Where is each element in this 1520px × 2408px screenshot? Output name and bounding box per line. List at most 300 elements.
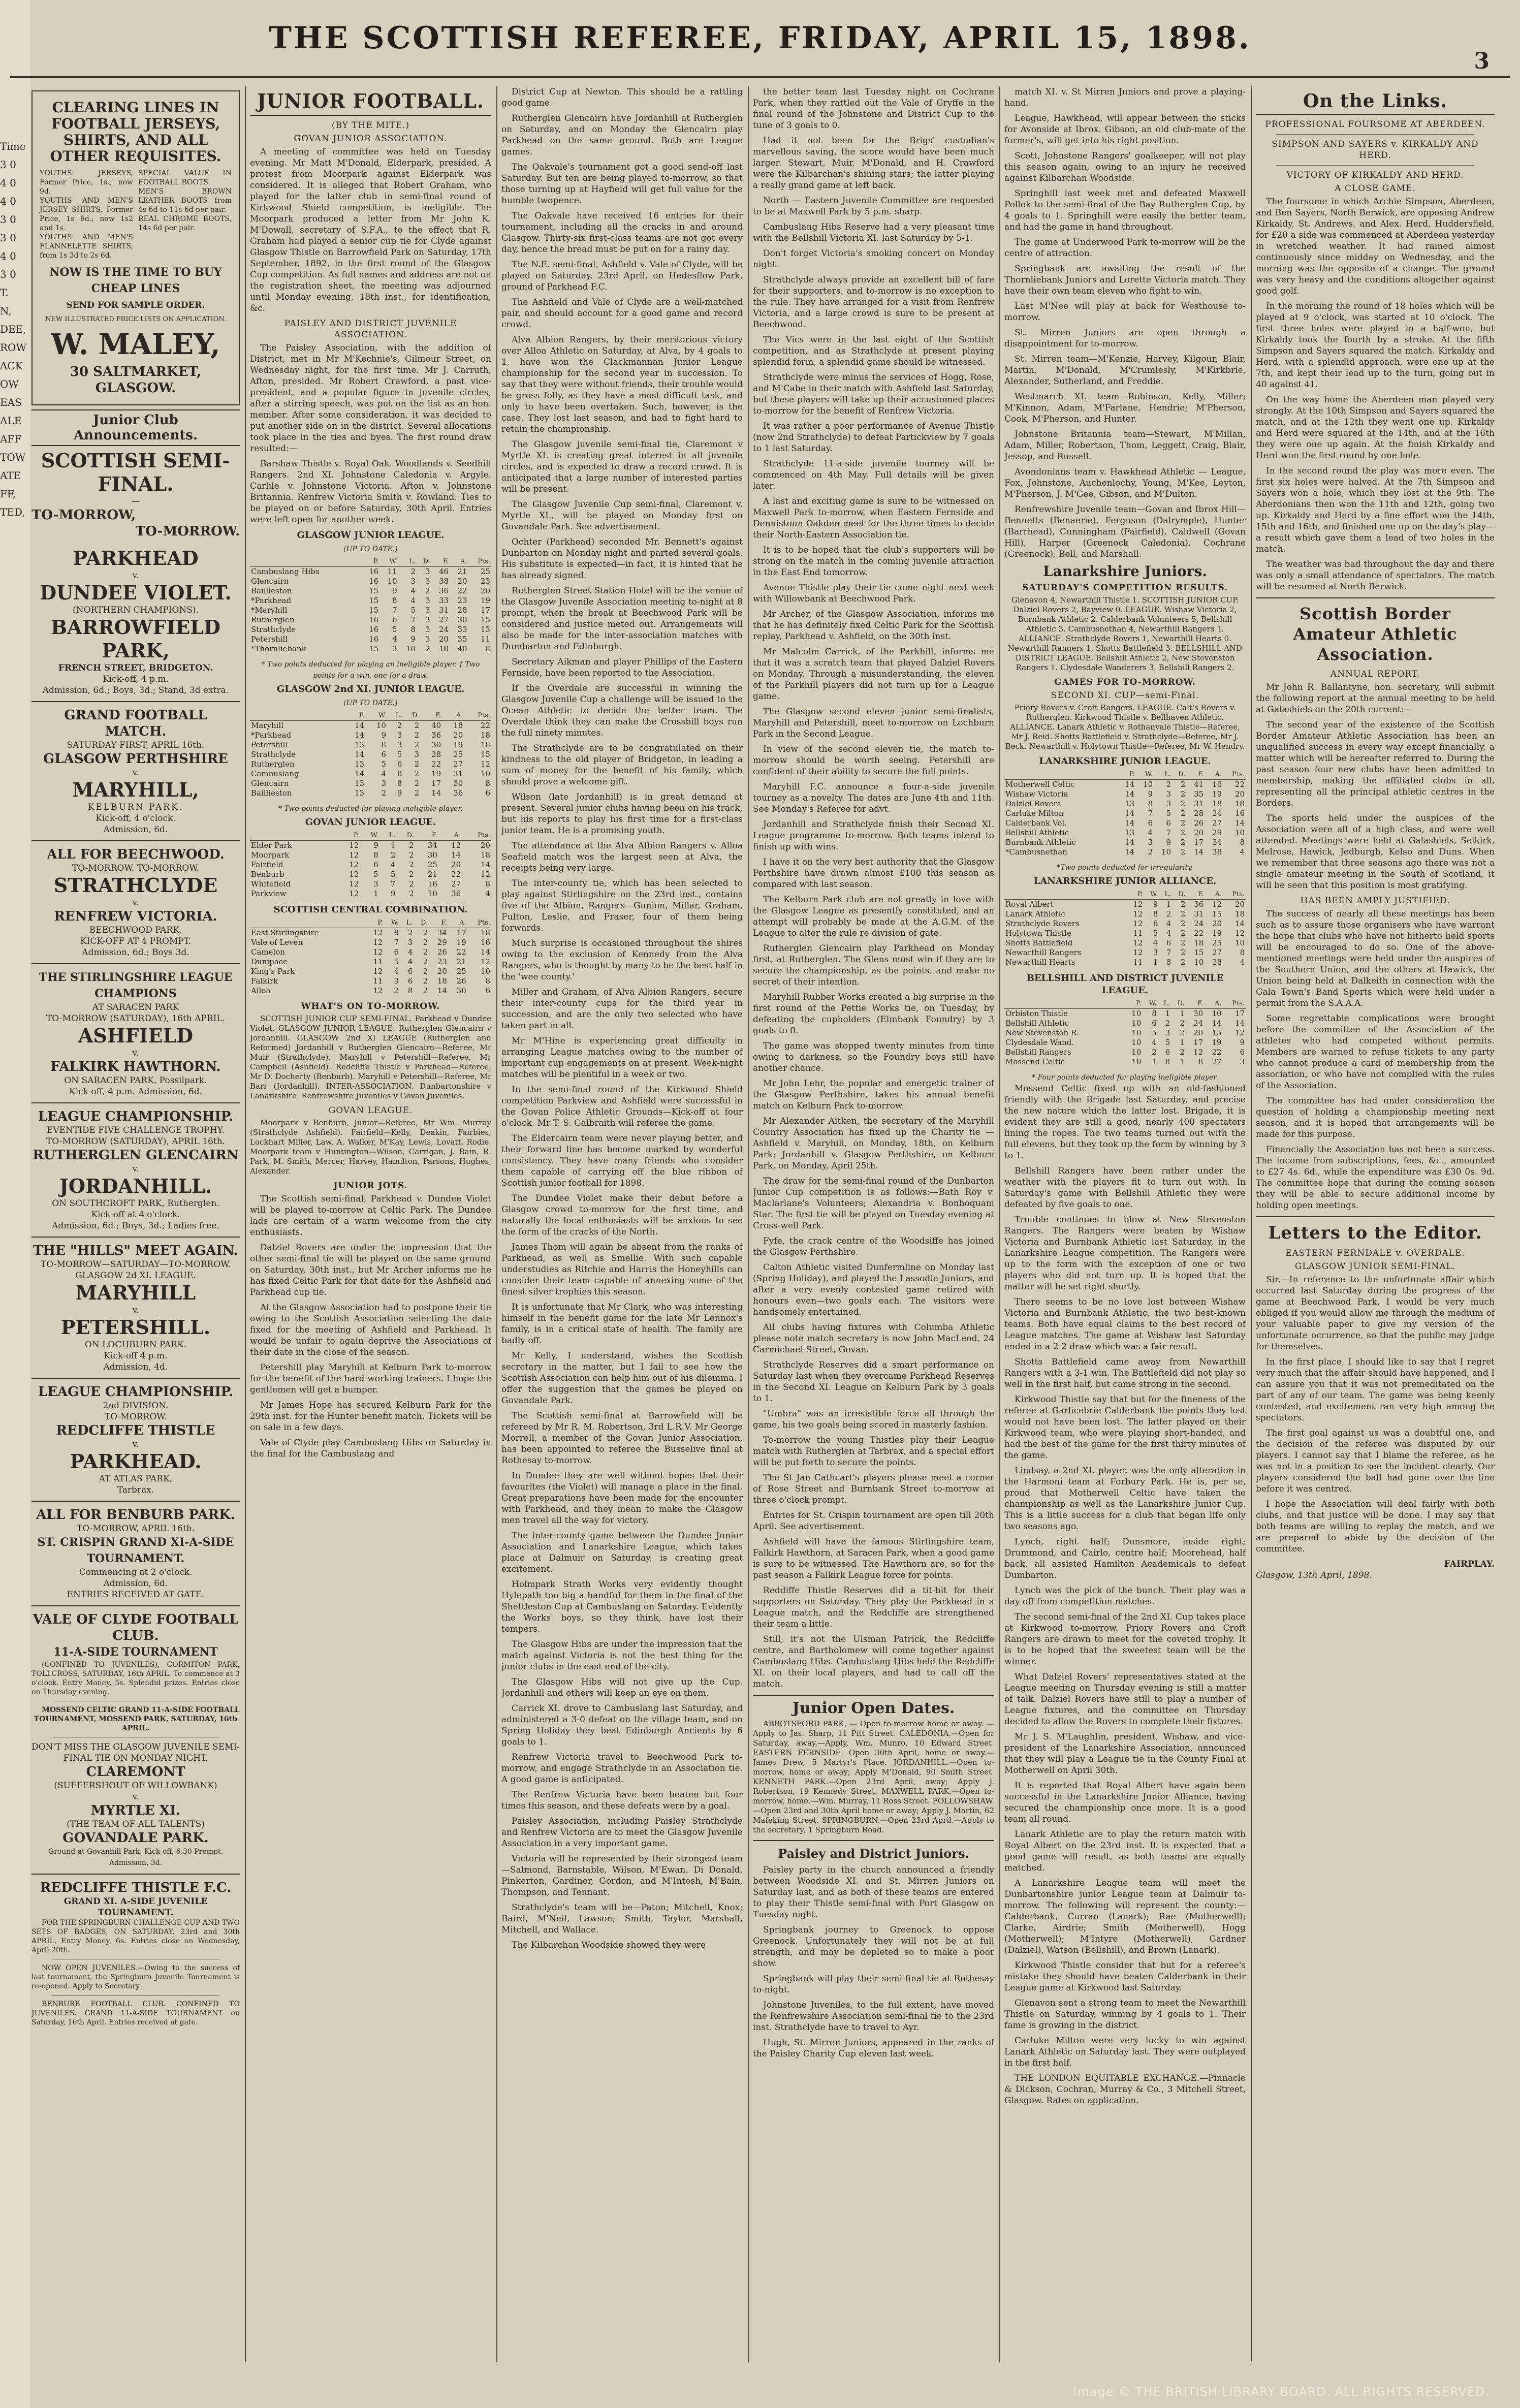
ad-lists: NEW ILLUSTRATED PRICE LISTS ON APPLICATION. (45, 315, 226, 323)
team-name: Vale of Leven (251, 938, 303, 947)
article-paragraph: Westmarch XI. team—Robinson, Kelly, Miller; M'Kinnon, Adam, M'Farlane, Hendrie; M'Pherson, Cook, M'Pherson, and Hunter. (1004, 392, 1246, 424)
article-paragraph: Mossend Celtic fixed up with an old-fashioned friendly with the Brigade last Saturday, and precise the new nature which the latter lost. Brigade, it is evident they are still a good, nearly 400 spectators lining the ropes. The two teams turned out with the full elevens, but they took up the form by winning by 3 to 1. (1004, 1084, 1246, 1161)
table-row (250, 879, 491, 889)
table-row (250, 567, 491, 577)
article-paragraph: Wilson (late Jordanhill) is in great demand at present. Several junior clubs having been on his track, but his reports to play his first time for a first-class junior team. He is a promising youth. (501, 792, 743, 836)
table-row (250, 577, 491, 586)
table-cell: 2 (414, 779, 420, 788)
column-rule (496, 86, 497, 2362)
column-header: A. (442, 711, 464, 721)
article-paragraph: Strathclyde 11-a-side juvenile tourney will be commenced on 4th May. Full details will be given later. (753, 459, 994, 491)
margin-fragment: OW (0, 378, 19, 390)
table-cell: 11 (387, 567, 397, 576)
column-header: L. (1154, 770, 1172, 780)
table-cell: 9 (1153, 900, 1158, 909)
table-cell: 10 (405, 644, 416, 653)
column-header: L. (379, 831, 397, 841)
table-row (1004, 948, 1246, 958)
table-cell: 14 (354, 769, 365, 778)
column-5 (1004, 86, 1246, 2367)
table-cell: 19 (1212, 789, 1222, 799)
table-row (250, 644, 491, 654)
article-paragraph: On the way home the Aberdeen man played very strongly. At the 10th Simpson and Sayers squared the match, and at the 12th they went one up. Kirkaldy and Herd were squared at the 14th, and at the 16th they were one up again. At the finish Kirkaldy and Herd won the first round by one hole. (1256, 395, 1495, 461)
table-cell: 14 (1234, 818, 1245, 828)
table-cell: 9 (373, 841, 378, 850)
table-cell: 3 (1153, 948, 1158, 957)
table-cell: 9 (381, 731, 387, 740)
table-cell: 12 (451, 841, 461, 850)
table-cell: 4 (407, 957, 413, 966)
table-cell: 18 (1212, 799, 1222, 808)
semi-final-ad: SCOTTISH SEMI-FINAL. — TO-MORROW, TO-MORROW. PARKHEAD v. DUNDEE VIOLET. (NORTHERN CHAMPIONS). BARROWFIELD PARK, FRENCH STREET, BRIDGETON. Kick-off, 4 p.m. Admission, 6d.; Boys, 3d.; Stand, 3d extra. (31, 449, 240, 695)
subheading: GAMES FOR TO-MORROW. (1054, 677, 1196, 687)
league-table (1004, 770, 1246, 857)
article-paragraph: The Strathclyde are to be congratulated on their kindness to the old player of Bridgeton, in leading a sum of money for the benefit of his family, which should prove a welcome gift. (501, 743, 743, 787)
ad-line: SPECIAL VALUE IN FOOTBALL BOOTS. (138, 169, 232, 186)
table-cell: 15 (480, 615, 490, 624)
left-margin-fragments (0, 137, 28, 1661)
team-name: Carluke Milton (1005, 809, 1064, 818)
table-cell: 3 (1166, 799, 1171, 808)
team-name: Strathclyde Rovers (1005, 919, 1080, 928)
table-cell: 8 (1165, 1057, 1170, 1066)
table-cell: 2 (423, 957, 428, 966)
team-name: Holytown Thistle (1005, 929, 1071, 938)
table-cell: 12 (1234, 929, 1245, 938)
column-header (1004, 999, 1124, 1009)
article-paragraph: Johnstone Juveniles, to the full extent, have moved the Renfrewshire Association semi-final tie to the 23rd inst. Strathclyde have to travel to Ayr. (753, 2000, 994, 2033)
subheading: SIMPSON AND SAYERS v. KIRKALDY AND HERD. (1272, 139, 1479, 161)
article-paragraph: Strathclyde were minus the services of Hogg, Rose, and M'Cabe in their match with Ashfield last Saturday, but these players will take up their accustomed places to-morrow for the benefit of Renfrew Victoria. (753, 372, 994, 416)
newspaper-title: THE SCOTTISH REFEREE, FRIDAY, APRIL 15, 1898. (269, 20, 1251, 56)
ad-send: SEND FOR SAMPLE ORDER. (66, 300, 205, 310)
margin-fragment: ALE (0, 415, 22, 427)
team-name: Shotts Battlefield (1005, 938, 1073, 947)
table-cell: 22 (1234, 780, 1245, 789)
article-paragraph: Mr James Hope has secured Kelburn Park for the 29th inst. for the Hunter benefit match. Tickets will be on sale in a few days. (250, 1400, 491, 1433)
column-header: P. (1124, 999, 1142, 1009)
table-cell: 2 (1180, 938, 1186, 947)
table-cell: 20 (1234, 900, 1245, 909)
table-cell: 3 (1148, 838, 1153, 847)
article-paragraph: Mr Archer, of the Glasgow Association, informs me that he has definitely fixed Celtic Park for the Scottish replay, Parkhead v. Ashfield, on the 30th inst. (753, 609, 994, 642)
separator (31, 1874, 240, 1875)
article-paragraph: There seems to be no love lost between Wishaw Victoria and Burnbank Athletic, the two best-known teams. Both have equal claims to the best record of League matches. The game at Wishaw last Saturday ended in a 2-2 draw which was a fair result. (1004, 1297, 1246, 1352)
table-row (1004, 1009, 1246, 1019)
paisley-heading: Paisley and District Juniors. (778, 1846, 969, 1861)
article-paragraph: In the first place, I should like to say that I regret very much that the affair should have happened, and I can assure you that it was not premeditated on the part of any of our team. The game was being keenly contested, and excitement ran very high among the spectators. (1256, 1357, 1495, 1423)
table-cell: 25 (456, 967, 466, 976)
page-number: 3 (1474, 48, 1490, 74)
table-row (1004, 919, 1246, 929)
table-cell: 19 (453, 740, 463, 749)
table-row (1004, 828, 1246, 838)
team-name: Bellshill Athletic (1005, 828, 1069, 837)
table-cell: 2 (1166, 909, 1171, 918)
article-paragraph: Scott, Johnstone Rangers' goalkeeper, will not play this season again, owing to an injury he received against Kilbarchan Woodside. (1004, 151, 1246, 183)
table-row (1004, 1019, 1246, 1028)
table-cell: 5 (392, 625, 397, 634)
article-paragraph: Springhill last week met and defeated Maxwell Pollok to the semi-final of the Bay Rutherglen Cup, by 4 goals to 1. Springhill were easily the better team, and had the game in hand throughout. (1004, 188, 1246, 232)
table-cell: 36 (1194, 900, 1204, 909)
table-header-row (250, 918, 491, 928)
table-cell: 6 (407, 967, 413, 976)
table-row (250, 635, 491, 644)
separator (1256, 597, 1495, 598)
table-note: *Two points deducted for irregularity. (1057, 864, 1193, 872)
table-cell: 2 (1166, 780, 1171, 789)
article-paragraph: Calton Athletic visited Dunfermline on Monday last (Spring Holiday), and played the Lassodie Juniors, and after a very evenly contested game retired with honours even—two goals each. The visitors were handsomely entertained. (753, 1262, 994, 1317)
table-cell: 12 (373, 938, 383, 947)
table-cell: 14 (1212, 1019, 1222, 1028)
article-paragraph: Mr Kelly, I understand, wishes the Scottish secretary in the matter, but I fail to see how the Scottish Association can help him out of his dilemma. I offer the suggestion that the games be played on Govandale Park. (501, 1351, 743, 1406)
table-cell: 35 (457, 635, 467, 644)
column-header: D. (417, 557, 431, 567)
article-paragraph: Hugh, St. Mirren Juniors, appeared in the ranks of the Paisley Charity Cup eleven last week. (753, 2038, 994, 2059)
table-cell: 27 (453, 759, 463, 769)
table-cell: 10 (1131, 1009, 1142, 1018)
table-row (1004, 789, 1246, 799)
table-cell: 16 (369, 615, 379, 624)
table-cell: 14 (1125, 809, 1135, 818)
table-cell: 1 (390, 841, 396, 850)
table-cell: 2 (423, 928, 428, 937)
table-cell: 6 (392, 615, 397, 624)
team-name: Baillieston (251, 586, 292, 595)
table-header-row (250, 831, 491, 841)
table-cell: 3 (1240, 1057, 1245, 1066)
article-paragraph: Renfrewshire Juvenile team—Govan and Ibrox Hill—Bennetts (Benaerie), Ferguson (Dalrymple), Hunter (Barrhead), Cunningham (Fairfield), Caldwell (Govan Hill), Harper (Greenock Caledonia), Cochrane (Greenock), Bell, and Marshall. (1004, 504, 1246, 559)
column-header: Pts. (1223, 770, 1246, 780)
column-header: W. (1142, 999, 1157, 1009)
article-paragraph: Strathclyde Reserves did a smart performance on Saturday last when they overcame Parkhead Reserves in the Second XI. League on Kelburn Park by 3 goals to 1. (753, 1360, 994, 1404)
column-header: W. (360, 831, 379, 841)
table-cell: 5 (397, 750, 402, 759)
margin-fragment: FF, (0, 488, 16, 500)
table-row (250, 750, 491, 759)
table-row (250, 967, 491, 976)
table-cell: 16 (369, 577, 379, 586)
article-paragraph: James Thom will again be absent from the ranks of Parkhead, as well as Smellie. With such capable understudies as Ritchie and Harris the Honeyhills can consider their team capable of annexing some of the finest silver trophies this season. (501, 1242, 743, 1297)
table-cell: 13 (354, 759, 365, 769)
article-paragraph: Rutherglen Glencairn have Jordanhill at Rutherglen on Saturday, and on Monday the Glencairn play Parkhead on the same ground. Both are League games. (501, 113, 743, 157)
table-row (250, 976, 491, 986)
table-cell: 40 (457, 644, 467, 653)
table-row (250, 860, 491, 870)
table-cell: 2 (1180, 818, 1186, 828)
column-header: A. (1205, 890, 1223, 900)
table-cell: 14 (1194, 847, 1204, 857)
team-name: Fairfield (251, 860, 283, 869)
table-note: * Two points deducted for playing an ineligible player. † Two points for a win, one for a draw. (261, 660, 480, 680)
table-cell: 15 (369, 644, 379, 653)
margin-fragment: ROW (0, 341, 27, 354)
article-paragraph: The Glasgow Hibs will not give up the Cup. Jordanhill and others will keep an eye on them. (501, 1677, 743, 1698)
table-row (250, 779, 491, 788)
table-cell: 5 (381, 759, 387, 769)
border-athletic-heading: Scottish Border Amateur Athletic Association. (1293, 604, 1458, 664)
table-row (1004, 1048, 1246, 1057)
junior-football-heading: JUNIOR FOOTBALL. (250, 90, 491, 116)
table-cell: 1 (373, 889, 378, 898)
table-row (1004, 818, 1246, 828)
column-header: Pts. (464, 711, 491, 721)
article-paragraph: Ochter (Parkhead) seconded Mr. Bennett's against Dunbarton on Monday night and parted several goals. His substitute is expected—in fact, it is hinted that he has already signed. (501, 537, 743, 581)
margin-fragment: DEE, (0, 323, 26, 335)
table-cell: 8 (485, 644, 490, 653)
table-cell: 20 (453, 731, 463, 740)
table-cell: 34 (427, 841, 437, 850)
article-paragraph: To-morrow the young Thistles play their League match with Rutherglen at Tarbrax, and a special effort will be put forth to secure the points. (753, 1435, 994, 1468)
article-paragraph: The draw for the semi-final round of the Dunbarton Junior Cup competition is as follows:—Bath Roy v. Maclarlane's Volunteers; Alexandria v. Bonhoquam Star. The first tie will be played on Tuesday evening at Cross-well Park. (753, 1176, 994, 1231)
column-header: Pts. (1223, 999, 1246, 1009)
table-cell: 28 (431, 750, 441, 759)
masthead (0, 0, 1520, 76)
article-paragraph: Entries for St. Crispin tournament are open till 20th April. See advertisement. (753, 1510, 994, 1532)
table-cell: 8 (397, 769, 402, 778)
article-paragraph: Barshaw Thistle v. Royal Oak. Woodlands v. Seedhill Rangers. 2nd XI. Johnstone Caledonia v. Argyle. Carlile v. Johnstone Victoria. Afton v. Johnstone Britannia. Renfrew Victoria Smith v. Rowland. Ties to be played on or before Saturday, 30th April. Entries were left open for another week. (250, 459, 491, 525)
table-cell: 2 (409, 879, 414, 889)
table-cell: 30 (431, 740, 441, 749)
table-cell: 6 (1166, 938, 1171, 947)
team-name: Bellshill Athletic (1005, 1019, 1069, 1028)
table-cell: 3 (394, 976, 399, 986)
table-cell: 5 (1166, 809, 1171, 818)
article-paragraph: Last M'Nee will play at back for Westhouse to-morrow. (1004, 301, 1246, 323)
column-header: F. (1186, 999, 1204, 1009)
table-cell: 2 (1165, 1019, 1170, 1028)
table-cell: 19 (431, 769, 441, 778)
table-cell: 28 (1212, 958, 1222, 967)
team-name: Mossend Celtic (1005, 1057, 1065, 1066)
table-cell: 9 (1240, 1038, 1245, 1047)
separator (31, 1237, 240, 1238)
table-cell: 3 (425, 596, 430, 605)
column-3 (501, 86, 743, 2367)
margin-fragment: 4 0 (0, 195, 16, 207)
article-paragraph: Mr M'Hine is experiencing great difficulty in arranging League matches owing to the number of important cup engagements on at present. Week-night matches will be plentiful in a week or two. (501, 1036, 743, 1080)
column-header: W. (379, 557, 398, 567)
table-cell: 2 (410, 567, 416, 576)
margin-fragment: 3 0 (0, 232, 16, 244)
article-paragraph: Mr Alexander Aitken, the secretary of the Maryhill Country Association has fixed up the Charity tie — Ashfield v. Maryhill, on Monday, 18th, on Kelburn Park; Jordanhill v. Glasgow Perthshire, on Kelburn Park, on Monday, April 25th. (753, 1116, 994, 1171)
table-cell: 22 (451, 870, 461, 879)
article-paragraph: I have it on the very best authority that the Glasgow Perthshire have drawn almost £100 this season as compared with last season. (753, 857, 994, 890)
table-cell: 19 (1212, 1038, 1222, 1047)
team-name: Rutherglen (251, 615, 295, 624)
letter-signature: FAIRPLAY. (1444, 1559, 1495, 1569)
table-cell: 27 (451, 879, 461, 889)
table-cell: 31 (1194, 799, 1204, 808)
column-header (250, 711, 343, 721)
ad-line: REAL CHROME BOOTS, 14s 6d per pair. (138, 215, 232, 232)
column-header: W. (1144, 890, 1159, 900)
article-paragraph: The Glasgow second eleven junior semi-finalists, Maryhill and Petershill, meet to-morrow on Lochburn Park in the Second League. (753, 707, 994, 739)
table-cell: 4 (392, 635, 397, 644)
column-header: W. (1135, 770, 1154, 780)
table-row (250, 606, 491, 615)
table-cell: 2 (409, 850, 414, 860)
table-row (250, 615, 491, 625)
subheading: PROFESSIONAL FOURSOME AT ABERDEEN. (1265, 119, 1485, 130)
ad-line: YOUTHS' AND MEN'S FLANNELETTE SHIRTS, from 1s 3d to 2s 6d. (40, 233, 133, 260)
table-cell: 2 (1148, 847, 1153, 857)
table-row (1004, 809, 1246, 818)
table-cell: 22 (1212, 1048, 1222, 1057)
table-cell: 8 (1240, 948, 1245, 957)
team-name: Falkirk (251, 976, 278, 986)
team-name: Petershill (251, 635, 288, 644)
on-the-links-heading: On the Links. (1256, 90, 1495, 115)
table-row (1004, 1057, 1246, 1067)
table-cell: 9 (410, 635, 416, 644)
table-cell: 14 (354, 731, 365, 740)
table-cell: 2 (390, 850, 396, 860)
table-cell: 2 (1180, 809, 1186, 818)
team-name: Glencairn (251, 577, 289, 586)
table-cell: 2 (1180, 919, 1186, 928)
table-cell: 2 (414, 731, 420, 740)
separator (31, 840, 240, 841)
article-paragraph: The second year of the existence of the Scottish Border Amateur Athletic Association has been an unqualified success in every way except financially, a matter which will be hereafter referred to. During the past season four new clubs have been admitted to membership, making the affiliated clubs in all, representing all the principal athletic centres in the Borders. (1256, 720, 1495, 808)
table-cell: 8 (392, 596, 397, 605)
table-cell: 20 (457, 577, 467, 586)
article-paragraph: Trouble continues to blow at New Stevenston Rangers. The Rangers were beaten by Wishaw Victoria and Burnbank Athletic last Saturday, in the Lanarkshire League competition. The Rangers were up to the form with the exception of one or two players who did not turn up. It is hoped that the matter will be set right shortly. (1004, 1215, 1246, 1292)
table-cell: 7 (390, 879, 396, 889)
table-cell: 10 (1212, 1009, 1222, 1018)
table-cell: 25 (427, 860, 437, 869)
table-cell: 2 (1180, 900, 1186, 909)
table-cell: 5 (1152, 1028, 1157, 1037)
article-paragraph: Maryhill Rubber Works created a big surprise in the first round of the Pettie Works tie, on Tuesday, by defeating the cupholders (Elmbank Foundry) by 3 goals to 0. (753, 992, 994, 1036)
team-name: Royal Albert (1005, 900, 1054, 909)
table-cell: 26 (437, 947, 447, 957)
separator (753, 1840, 994, 1841)
team-name: Lanark Athletic (1005, 909, 1065, 918)
article-paragraph: Lindsay, a 2nd XI. player, was the only alteration in the Harmoni team at Forbury Park. He is, per se, proud that Motherwell Celtic have taken the championship as well as the Lanarkshire Junior Cup. This is a little success for a club that began life only two seasons ago. (1004, 1466, 1246, 1532)
team-name: Dunipace (251, 957, 288, 966)
table-cell: 14 (437, 986, 447, 995)
table-cell: 15 (1212, 909, 1222, 918)
article-paragraph: District Cup at Newton. This should be a rattling good game. (501, 87, 743, 108)
table-title: LANARKSHIRE JUNIOR ALLIANCE. (1033, 876, 1217, 886)
table-cell: 36 (453, 788, 463, 798)
table-cell: 6 (381, 750, 387, 759)
margin-fragment: EAS (0, 396, 22, 408)
table-cell: 8 (1198, 1057, 1204, 1066)
table-title: GLASGOW JUNIOR LEAGUE. (297, 530, 445, 541)
column-header: L. (1158, 999, 1171, 1009)
table-cell: 3 (373, 879, 378, 889)
table-cell: 5 (390, 870, 396, 879)
table-cell: 20 (438, 635, 449, 644)
article-paragraph: Miller and Graham, of Alva Albion Rangers, secure their inter-county cups for the third year in succession, and are the only two selected who have taken part in all. (501, 987, 743, 1031)
column-header: F. (431, 557, 450, 567)
table-cell: 3 (414, 750, 420, 759)
column-header: F. (1186, 890, 1205, 900)
table-cell: 3 (407, 938, 413, 947)
table-cell: 2 (381, 788, 387, 798)
column-header: L. (1159, 890, 1172, 900)
table-cell: 10 (427, 889, 437, 898)
table-cell: 12 (373, 967, 383, 976)
table-cell: 2 (409, 889, 414, 898)
article-paragraph: Vale of Clyde play Cambuslang Hibs on Saturday in the final for the Cambuslang and (250, 1438, 491, 1459)
table-cell: 24 (1194, 919, 1204, 928)
subheading: EASTERN FERNDALE v. OVERDALE. (1285, 1248, 1465, 1258)
article-paragraph: A last and exciting game is sure to be witnessed on Maxwell Park to-morrow, when Eastern Fernside and Dennistoun Oakden meet for the three times to decide their North-Eastern Association tie. (753, 496, 994, 540)
article-paragraph: Paisley party in the church announced a friendly between Woodside XI. and St. Mirren Juniors on Saturday last, and as both of these teams are entered to play their Thistle semi-final with Port Glasgow on Tuesday night. (753, 1865, 994, 1920)
subheading: WHAT'S ON TO-MORROW. (301, 1001, 440, 1011)
table-cell: 3 (410, 577, 416, 586)
beechwood-ad: ALL FOR BEECHWOOD. TO-MORROW. TO-MORROW. STRATHCLYDE v. RENFREW VICTORIA. BEECHWOOD PARK. KICK-OFF AT 4 PROMPT. Admission, 6d.; Boys 3d. (47, 847, 225, 958)
table-row (250, 740, 491, 750)
table-cell: 46 (438, 567, 449, 576)
table-cell: 36 (438, 586, 449, 595)
article-paragraph: What Dalziel Rovers' representatives stated at the League meeting on Thursday evening is still a matter of talk. Dalziel Rovers have still to play a number of League fixtures, and the committee on Thursday decided to allow the Rovers to complete their fixtures. (1004, 1672, 1246, 1727)
table-row (250, 759, 491, 769)
article-paragraph: The Glasgow juvenile semi-final tie, Claremont v Myrtle XI. is creating great interest in all juvenile circles, and is expected to draw a record crowd. It is anticipated that a large number of interested parties will be present. (501, 439, 743, 494)
team-name: Strathclyde (251, 625, 296, 634)
table-cell: 14 (1125, 818, 1135, 828)
table-title: GOVAN JUNIOR LEAGUE. (305, 817, 436, 828)
table-row (250, 731, 491, 740)
article-paragraph: The inter-county tie, which has been selected to play against Stirlingshire on the 23rd inst., contains five of the Albion, Rangers—Gunion, Millar, Graham, Fulton, Leslie, and Fraser, four of them being forwards. (501, 878, 743, 933)
team-name: Newarthill Hearts (1005, 958, 1075, 967)
table-note: * Four points deducted for playing ineligible player. (1032, 1073, 1218, 1082)
team-name: Alloa (251, 986, 271, 995)
table-header-row (1004, 999, 1246, 1009)
table-row (1004, 1028, 1246, 1038)
table-cell: 28 (1194, 809, 1204, 818)
team-name: King's Park (251, 967, 295, 976)
margin-fragment: Time (0, 140, 26, 152)
table-row (250, 928, 491, 938)
column-header: A. (448, 918, 467, 928)
column-2 (250, 86, 491, 2367)
table-cell: 29 (437, 938, 447, 947)
table-cell: 9 (1166, 838, 1171, 847)
table-row (250, 769, 491, 779)
column-rule (999, 86, 1000, 2362)
table-cell: 8 (1166, 958, 1171, 967)
table-cell: 10 (376, 721, 387, 730)
column-4 (753, 86, 994, 2367)
benburb-ad: ALL FOR BENBURB PARK. TO-MORROW, APRIL 16th. ST. CRISPIN GRAND XI-A-SIDE TOURNAMENT. Commencing at 2 o'clock. Admission, 6d. ENTRIES RECEIVED AT GATE. (36, 1507, 235, 1600)
table-cell: 12 (349, 841, 359, 850)
table-cell: 21 (457, 567, 467, 576)
table-cell: 16 (1212, 780, 1222, 789)
table-cell: 4 (390, 860, 396, 869)
table-cell: 18 (453, 721, 463, 730)
maley-advertisement (31, 90, 240, 405)
subheading: GLASGOW JUNIOR SEMI-FINAL. (1294, 1261, 1456, 1272)
team-name: Calderbank Vol. (1005, 818, 1067, 828)
fixtures-list: SCOTTISH JUNIOR CUP SEMI-FINAL. Parkhead v Dundee Violet. GLASGOW JUNIOR LEAGUE. Rutherglen Glencairn v Jordanhill. GLASGOW 2nd XI LEAGUE (Rutherglen and Reformed) Jordanhill v Rutherglen Glencairn—Referee, Mr Muir (Strathclyde). Maryhill v Petershill—Referee, Mr Campbell (Ashfield). Redcliffe Thistle v Parkhead—Referee, Mr D. Docherty (Benburb). Maryhill v Petershill—Referee, Mr Barr (Jordanhill). INTER-ASSOCIATION. Dunbartonshire v Lanarkshire. Renfrewshire Juveniles v Govan Juveniles. (250, 1014, 491, 1100)
table-cell: 15 (369, 586, 379, 595)
image-credit: Image © THE BRITISH LIBRARY BOARD. ALL RIGHTS RESERVED. (1073, 2385, 1490, 2399)
table-cell: 12 (373, 986, 383, 995)
table-cell: 12 (373, 928, 383, 937)
table-cell: 3 (1165, 1028, 1170, 1037)
table-cell: 2 (1180, 1019, 1185, 1028)
article-paragraph: The second semi-final of the 2nd XI. Cup takes place at Kirkwood to-morrow. Priory Rovers and Croft Rangers are drawn to meet for the coveted trophy. It is to be hoped that the sweetest team will be the winner. (1004, 1612, 1246, 1667)
table-cell: 12 (1133, 948, 1143, 957)
table-cell: 26 (456, 976, 466, 986)
table-cell: 11 (373, 976, 383, 986)
separator (31, 701, 240, 702)
ad-title: CLEARING LINES IN FOOTBALL JERSEYS, SHIRTS, AND ALL OTHER REQUISITES. (50, 99, 221, 165)
